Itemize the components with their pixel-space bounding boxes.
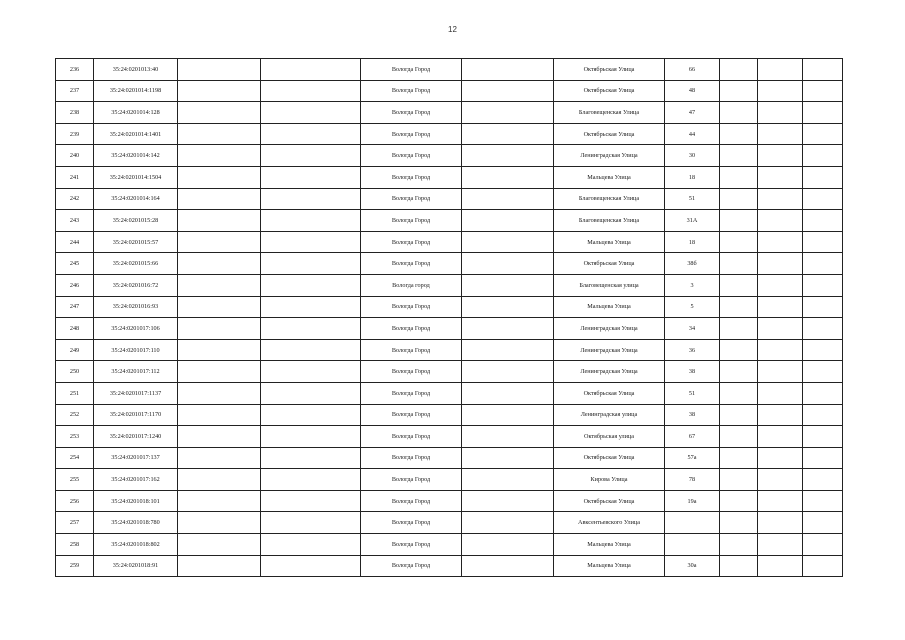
empty-cell xyxy=(803,253,843,275)
empty-cell xyxy=(803,555,843,577)
house-number: 51 xyxy=(665,188,720,210)
empty-cell xyxy=(462,80,554,102)
cadastral-number: 35:24:0201017:162 xyxy=(94,469,178,491)
house-number: 18 xyxy=(665,166,720,188)
street: Октябрьская Улица xyxy=(554,447,665,469)
cadastral-number: 35:24:0201017:106 xyxy=(94,318,178,340)
street: Благовещенская Улица xyxy=(554,210,665,232)
empty-cell xyxy=(261,145,361,167)
empty-cell xyxy=(803,274,843,296)
empty-cell xyxy=(178,123,261,145)
empty-cell xyxy=(758,404,803,426)
row-number: 251 xyxy=(56,382,94,404)
table-row xyxy=(56,318,843,340)
empty-cell xyxy=(803,80,843,102)
house-number xyxy=(665,534,720,556)
row-number: 240 xyxy=(56,145,94,167)
table-row xyxy=(56,231,843,253)
empty-cell xyxy=(178,447,261,469)
table-row xyxy=(56,59,843,81)
empty-cell xyxy=(758,339,803,361)
locality: Вологда Город xyxy=(361,296,462,318)
empty-cell xyxy=(462,339,554,361)
empty-cell xyxy=(462,426,554,448)
house-number: 48 xyxy=(665,80,720,102)
house-number: 57а xyxy=(665,447,720,469)
empty-cell xyxy=(462,274,554,296)
empty-cell xyxy=(178,382,261,404)
street: Октябрьская Улица xyxy=(554,59,665,81)
empty-cell xyxy=(720,404,758,426)
empty-cell xyxy=(758,102,803,124)
empty-cell xyxy=(178,274,261,296)
row-number: 244 xyxy=(56,231,94,253)
table-row xyxy=(56,361,843,383)
house-number: 18 xyxy=(665,231,720,253)
empty-cell xyxy=(462,253,554,275)
empty-cell xyxy=(720,188,758,210)
empty-cell xyxy=(261,59,361,81)
empty-cell xyxy=(720,210,758,232)
row-number: 245 xyxy=(56,253,94,275)
house-number: 34 xyxy=(665,318,720,340)
page-number: 12 xyxy=(448,25,457,34)
empty-cell xyxy=(720,534,758,556)
empty-cell xyxy=(758,382,803,404)
empty-cell xyxy=(758,166,803,188)
row-number: 255 xyxy=(56,469,94,491)
empty-cell xyxy=(261,318,361,340)
locality: Вологда Город xyxy=(361,426,462,448)
empty-cell xyxy=(758,145,803,167)
empty-cell xyxy=(462,318,554,340)
locality: Вологда Город xyxy=(361,188,462,210)
cadastral-number: 35:24:0201017:137 xyxy=(94,447,178,469)
empty-cell xyxy=(462,469,554,491)
empty-cell xyxy=(462,59,554,81)
empty-cell xyxy=(720,490,758,512)
table-row xyxy=(56,80,843,102)
cadastral-number: 35:24:0201018:802 xyxy=(94,534,178,556)
empty-cell xyxy=(803,426,843,448)
empty-cell xyxy=(758,318,803,340)
empty-cell xyxy=(462,102,554,124)
empty-cell xyxy=(261,382,361,404)
empty-cell xyxy=(178,512,261,534)
empty-cell xyxy=(178,318,261,340)
cadastral-number: 35:24:0201013:40 xyxy=(94,59,178,81)
empty-cell xyxy=(803,490,843,512)
empty-cell xyxy=(720,339,758,361)
empty-cell xyxy=(803,404,843,426)
locality: Вологда Город xyxy=(361,469,462,491)
cadastral-number: 35:24:0201017:110 xyxy=(94,339,178,361)
empty-cell xyxy=(261,512,361,534)
cadastral-number: 35:24:0201015:57 xyxy=(94,231,178,253)
street: Мальцева Улица xyxy=(554,231,665,253)
table-row xyxy=(56,253,843,275)
locality: Вологда Город xyxy=(361,253,462,275)
empty-cell xyxy=(178,296,261,318)
row-number: 250 xyxy=(56,361,94,383)
empty-cell xyxy=(261,80,361,102)
locality: Вологда Город xyxy=(361,166,462,188)
empty-cell xyxy=(758,231,803,253)
empty-cell xyxy=(803,145,843,167)
locality: Вологда Город xyxy=(361,339,462,361)
empty-cell xyxy=(261,361,361,383)
empty-cell xyxy=(720,318,758,340)
cadastral-number: 35:24:0201017:1137 xyxy=(94,382,178,404)
house-number: 30 xyxy=(665,145,720,167)
row-number: 242 xyxy=(56,188,94,210)
empty-cell xyxy=(462,555,554,577)
row-number: 247 xyxy=(56,296,94,318)
house-number xyxy=(665,512,720,534)
table-row xyxy=(56,102,843,124)
registry-table xyxy=(55,58,843,577)
empty-cell xyxy=(758,555,803,577)
street: Октябрьская Улица xyxy=(554,123,665,145)
locality: Вологда Город xyxy=(361,145,462,167)
empty-cell xyxy=(178,253,261,275)
table-row xyxy=(56,512,843,534)
cadastral-number: 35:24:0201014:1504 xyxy=(94,166,178,188)
row-number: 259 xyxy=(56,555,94,577)
empty-cell xyxy=(178,534,261,556)
empty-cell xyxy=(720,296,758,318)
street: Ленинградская Улица xyxy=(554,145,665,167)
house-number: 19а xyxy=(665,490,720,512)
table-row xyxy=(56,490,843,512)
empty-cell xyxy=(462,188,554,210)
house-number: 51 xyxy=(665,382,720,404)
table-row xyxy=(56,447,843,469)
house-number: 78 xyxy=(665,469,720,491)
table-row xyxy=(56,296,843,318)
empty-cell xyxy=(758,469,803,491)
row-number: 258 xyxy=(56,534,94,556)
cadastral-number: 35:24:0201015:66 xyxy=(94,253,178,275)
locality: Вологда Город xyxy=(361,512,462,534)
empty-cell xyxy=(803,102,843,124)
cadastral-number: 35:24:0201017:1240 xyxy=(94,426,178,448)
empty-cell xyxy=(462,512,554,534)
cadastral-number: 35:24:0201016:93 xyxy=(94,296,178,318)
empty-cell xyxy=(720,469,758,491)
empty-cell xyxy=(758,447,803,469)
empty-cell xyxy=(178,210,261,232)
empty-cell xyxy=(720,555,758,577)
cadastral-number: 35:24:0201018:780 xyxy=(94,512,178,534)
cadastral-number: 35:24:0201016:72 xyxy=(94,274,178,296)
locality: Вологда Город xyxy=(361,490,462,512)
empty-cell xyxy=(803,361,843,383)
cadastral-number: 35:24:0201018:91 xyxy=(94,555,178,577)
house-number: 3 xyxy=(665,274,720,296)
house-number: 38б xyxy=(665,253,720,275)
row-number: 239 xyxy=(56,123,94,145)
empty-cell xyxy=(720,274,758,296)
empty-cell xyxy=(803,469,843,491)
street: Благовещенская улица xyxy=(554,274,665,296)
empty-cell xyxy=(720,145,758,167)
street: Ленинградская улица xyxy=(554,404,665,426)
empty-cell xyxy=(758,361,803,383)
empty-cell xyxy=(178,555,261,577)
locality: Вологда Город xyxy=(361,123,462,145)
house-number: 38 xyxy=(665,361,720,383)
empty-cell xyxy=(720,80,758,102)
empty-cell xyxy=(261,447,361,469)
street: Благовещенская Улица xyxy=(554,102,665,124)
street: Кирова Улица xyxy=(554,469,665,491)
table-row xyxy=(56,210,843,232)
table-row xyxy=(56,382,843,404)
empty-cell xyxy=(178,404,261,426)
locality: Вологда Город xyxy=(361,382,462,404)
table-row xyxy=(56,274,843,296)
street: Авксентьевского Улица xyxy=(554,512,665,534)
empty-cell xyxy=(178,469,261,491)
empty-cell xyxy=(462,382,554,404)
empty-cell xyxy=(803,512,843,534)
cadastral-number: 35:24:0201014:1198 xyxy=(94,80,178,102)
empty-cell xyxy=(178,102,261,124)
empty-cell xyxy=(178,426,261,448)
empty-cell xyxy=(462,166,554,188)
empty-cell xyxy=(178,231,261,253)
empty-cell xyxy=(261,534,361,556)
registry-body xyxy=(56,59,843,577)
house-number: 47 xyxy=(665,102,720,124)
empty-cell xyxy=(758,274,803,296)
empty-cell xyxy=(178,59,261,81)
empty-cell xyxy=(758,80,803,102)
empty-cell xyxy=(261,188,361,210)
empty-cell xyxy=(758,534,803,556)
row-number: 256 xyxy=(56,490,94,512)
empty-cell xyxy=(261,231,361,253)
empty-cell xyxy=(261,210,361,232)
cadastral-number: 35:24:0201014:164 xyxy=(94,188,178,210)
empty-cell xyxy=(261,404,361,426)
locality: Вологда Город xyxy=(361,404,462,426)
empty-cell xyxy=(462,404,554,426)
empty-cell xyxy=(261,339,361,361)
empty-cell xyxy=(462,447,554,469)
locality: Вологда Город xyxy=(361,80,462,102)
street: Октябрьская Улица xyxy=(554,80,665,102)
empty-cell xyxy=(178,80,261,102)
empty-cell xyxy=(462,145,554,167)
locality: Вологда Город xyxy=(361,555,462,577)
table-row xyxy=(56,145,843,167)
empty-cell xyxy=(758,253,803,275)
street: Октябрьская Улица xyxy=(554,382,665,404)
table-row xyxy=(56,339,843,361)
empty-cell xyxy=(720,447,758,469)
house-number: 44 xyxy=(665,123,720,145)
table-row xyxy=(56,123,843,145)
house-number: 30а xyxy=(665,555,720,577)
empty-cell xyxy=(758,490,803,512)
empty-cell xyxy=(720,166,758,188)
empty-cell xyxy=(462,231,554,253)
cadastral-number: 35:24:0201014:142 xyxy=(94,145,178,167)
street: Мальцева Улица xyxy=(554,555,665,577)
table-row xyxy=(56,555,843,577)
empty-cell xyxy=(178,188,261,210)
locality: Вологда Город xyxy=(361,447,462,469)
empty-cell xyxy=(720,231,758,253)
street: Мальцева Улица xyxy=(554,534,665,556)
empty-cell xyxy=(758,210,803,232)
row-number: 248 xyxy=(56,318,94,340)
row-number: 238 xyxy=(56,102,94,124)
empty-cell xyxy=(178,145,261,167)
empty-cell xyxy=(758,188,803,210)
empty-cell xyxy=(803,447,843,469)
house-number: 66 xyxy=(665,59,720,81)
row-number: 257 xyxy=(56,512,94,534)
empty-cell xyxy=(720,382,758,404)
row-number: 249 xyxy=(56,339,94,361)
empty-cell xyxy=(720,59,758,81)
empty-cell xyxy=(261,123,361,145)
empty-cell xyxy=(261,469,361,491)
empty-cell xyxy=(758,123,803,145)
street: Ленинградская Улица xyxy=(554,318,665,340)
row-number: 253 xyxy=(56,426,94,448)
street: Октябрьская Улица xyxy=(554,253,665,275)
locality: Вологда Город xyxy=(361,102,462,124)
table-row xyxy=(56,426,843,448)
cadastral-number: 35:24:0201017:1170 xyxy=(94,404,178,426)
empty-cell xyxy=(720,512,758,534)
table-row xyxy=(56,188,843,210)
house-number: 31А xyxy=(665,210,720,232)
empty-cell xyxy=(758,296,803,318)
empty-cell xyxy=(803,166,843,188)
empty-cell xyxy=(803,318,843,340)
house-number: 67 xyxy=(665,426,720,448)
street: Мальцева Улица xyxy=(554,166,665,188)
empty-cell xyxy=(261,555,361,577)
table-row xyxy=(56,534,843,556)
empty-cell xyxy=(462,123,554,145)
locality: Вологда город xyxy=(361,274,462,296)
cadastral-number: 35:24:0201014:128 xyxy=(94,102,178,124)
empty-cell xyxy=(758,426,803,448)
house-number: 5 xyxy=(665,296,720,318)
street: Ленинградская Улица xyxy=(554,339,665,361)
table-row xyxy=(56,404,843,426)
empty-cell xyxy=(178,361,261,383)
cadastral-number: 35:24:0201014:1401 xyxy=(94,123,178,145)
street: Благовещенская Улица xyxy=(554,188,665,210)
empty-cell xyxy=(178,339,261,361)
empty-cell xyxy=(261,166,361,188)
row-number: 241 xyxy=(56,166,94,188)
empty-cell xyxy=(261,274,361,296)
empty-cell xyxy=(803,59,843,81)
cadastral-number: 35:24:0201017:112 xyxy=(94,361,178,383)
row-number: 236 xyxy=(56,59,94,81)
empty-cell xyxy=(803,296,843,318)
row-number: 254 xyxy=(56,447,94,469)
cadastral-number: 35:24:0201018:101 xyxy=(94,490,178,512)
locality: Вологда Город xyxy=(361,59,462,81)
empty-cell xyxy=(803,123,843,145)
empty-cell xyxy=(261,490,361,512)
empty-cell xyxy=(261,253,361,275)
row-number: 243 xyxy=(56,210,94,232)
table-row xyxy=(56,166,843,188)
empty-cell xyxy=(178,166,261,188)
street: Октябрьская улица xyxy=(554,426,665,448)
empty-cell xyxy=(803,188,843,210)
empty-cell xyxy=(462,296,554,318)
locality: Вологда Город xyxy=(361,318,462,340)
empty-cell xyxy=(758,512,803,534)
house-number: 36 xyxy=(665,339,720,361)
street: Октябрьская Улица xyxy=(554,490,665,512)
house-number: 38 xyxy=(665,404,720,426)
empty-cell xyxy=(261,102,361,124)
empty-cell xyxy=(803,231,843,253)
street: Мальцева Улица xyxy=(554,296,665,318)
empty-cell xyxy=(803,339,843,361)
row-number: 252 xyxy=(56,404,94,426)
locality: Вологда Город xyxy=(361,210,462,232)
empty-cell xyxy=(803,210,843,232)
empty-cell xyxy=(261,296,361,318)
empty-cell xyxy=(178,490,261,512)
empty-cell xyxy=(720,102,758,124)
empty-cell xyxy=(462,490,554,512)
empty-cell xyxy=(803,534,843,556)
empty-cell xyxy=(462,361,554,383)
row-number: 237 xyxy=(56,80,94,102)
empty-cell xyxy=(758,59,803,81)
locality: Вологда Город xyxy=(361,231,462,253)
locality: Вологда Город xyxy=(361,361,462,383)
empty-cell xyxy=(462,210,554,232)
table-row xyxy=(56,469,843,491)
empty-cell xyxy=(720,361,758,383)
empty-cell xyxy=(720,426,758,448)
cadastral-number: 35:24:0201015:28 xyxy=(94,210,178,232)
empty-cell xyxy=(462,534,554,556)
empty-cell xyxy=(720,123,758,145)
empty-cell xyxy=(261,426,361,448)
street: Ленинградская Улица xyxy=(554,361,665,383)
empty-cell xyxy=(803,382,843,404)
locality: Вологда Город xyxy=(361,534,462,556)
row-number: 246 xyxy=(56,274,94,296)
empty-cell xyxy=(720,253,758,275)
